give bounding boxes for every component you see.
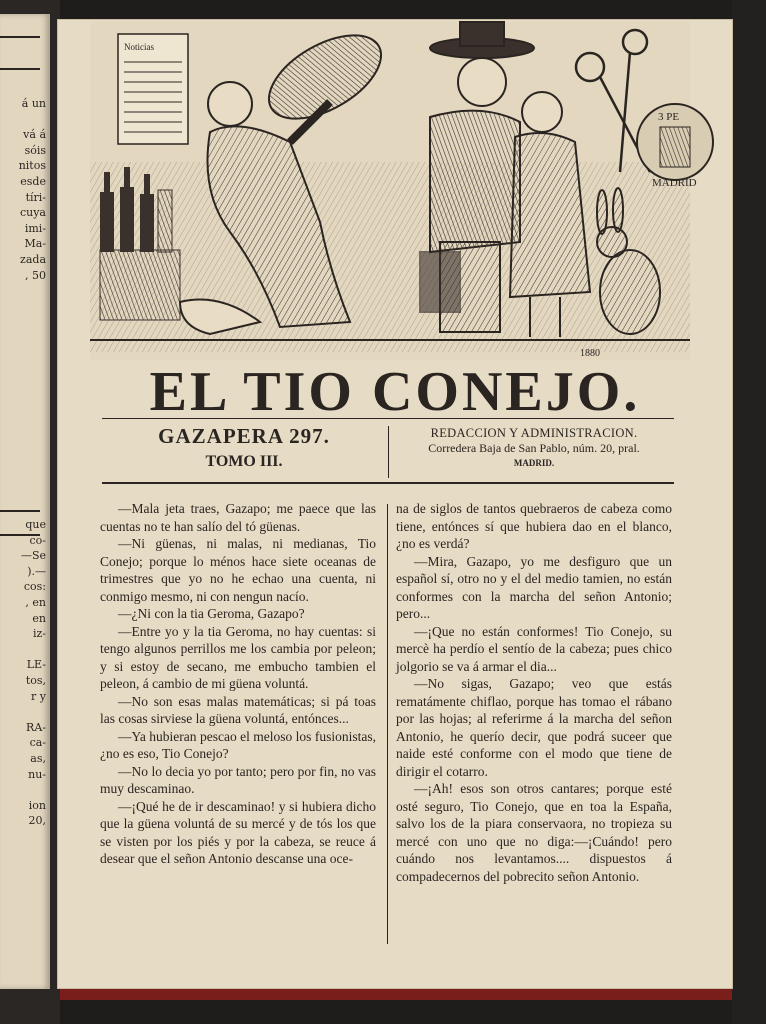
article-paragraph-continuation: na de siglos de tantos quebraeros de cabeza como tiene, entónces sí que hubiera dao en el blanco, ¿no es verdá? [396, 501, 672, 551]
article-paragraph: —Ya hubieran pescao el meloso los fusionistas, ¿no es eso, Tio Conejo? [100, 728, 376, 761]
header-divider [388, 426, 389, 478]
binding-edge [60, 986, 732, 1000]
article-paragraph: —Ni güenas, ni malas, ni medianas, Tio Conejo; porque lo ménos hace siete oceanas de trimestres que yo no he echao una cuenta, ni conmigo mesmo, ni con nengun nacío. [100, 536, 376, 604]
issue-number: GAZAPERA 297. [158, 424, 330, 448]
prev-page-rule [0, 36, 40, 38]
engraver-mark: 1880 [580, 348, 600, 359]
stamp-value-text: 3 PE [658, 111, 680, 123]
article-paragraph: —Mala jeta traes, Gazapo; me paece que las cuentas no te han salío del tó güenas. [100, 501, 376, 534]
article-paragraph: —No son esas malas matemáticas; si pá toas las cosas sirviese la güena voluntá, entónces... [100, 693, 376, 726]
article-paragraph: —¡Qué he de ir descaminao! y si hubiera dicho que la güena voluntá de su mercé y de tós los que se visten por los piés y por la cabeza, se reuce á desear que el señon Antonio descanse una oce- [100, 798, 376, 866]
previous-page-edge [0, 14, 50, 989]
wall-notice-icon [118, 34, 188, 144]
prev-page-rule [0, 68, 40, 70]
newspaper-title: EL TIO CONEJO. [149, 361, 641, 423]
office-block [392, 426, 676, 468]
stamp-city-text: MADRID [652, 177, 697, 189]
article-paragraph: —Entre yo y la tia Geroma, no hay cuentas: si tengo algunos perrillos me los cambia por peleon; y si estoy de secano, me embucho tambien el peleon, á cambio de mi güena voluntá. [100, 623, 376, 691]
masthead-engraving [90, 22, 697, 360]
article-paragraph: —Mira, Gazapo, yo me desfiguro que un español sí, otro no y el del medio tamien, no están conformes con la marcha del señon Antonio; pero... [396, 553, 672, 621]
office-address: Corredera Baja de San Pablo, núm. 20, pral. [428, 441, 640, 455]
issue-block [102, 424, 386, 471]
title-rule [102, 418, 674, 419]
volume-number: TOMO III. [205, 453, 283, 470]
wall-notice-text: Noticias [124, 42, 154, 52]
newspaper-page [58, 20, 732, 988]
previous-page-text: á un vá á sóis nitos esde tíri- cuya imi- Ma- zada , 50 que co- —Se ).— cos: , en en iz- LE- tos, r y RA- ca- as, nu- ion 20, [18, 97, 46, 828]
office-city: MADRID. [513, 458, 555, 468]
column-divider [387, 504, 388, 944]
article-paragraph: —¡Que no están conformes! Tio Conejo, su mercè ha perdío el sentío de la cabeza; pues chico jolgorio se va á armar el dia... [396, 623, 672, 674]
article-paragraph: —¡Ah! esos son otros cantares; porque esté osté seguro, Tio Conejo, que en toa la España, salvo los de la piara conservaora, no tropieza su mercé con uno que no diga:—¡Cuándo! pero cuándo nos levantamos.... dispuestos á compadecernos del pobrecito señon Antonio. [396, 781, 672, 884]
article-paragraph: —No sigas, Gazapo; veo que estás rematámente chiflao, porque has tomao el rábano por las hojas; al referirme á la marcha del señon Antonio, he querío decir, que podrá suceer que naide esté conforme con el modo que tiene de dirigir el cotarro. [396, 676, 672, 779]
article-paragraph: —No lo decia yo por tanto; pero por fin, no vas muy descaminao. [100, 763, 376, 796]
scan-background-right [732, 0, 766, 1024]
office-label: REDACCION Y ADMINISTRACION. [430, 426, 638, 440]
article-column-left [100, 500, 376, 868]
article-paragraph: —¿Ni con la tia Geroma, Gazapo? [118, 606, 305, 621]
header-bottom-rule [102, 482, 674, 484]
article-column-right [396, 500, 672, 885]
